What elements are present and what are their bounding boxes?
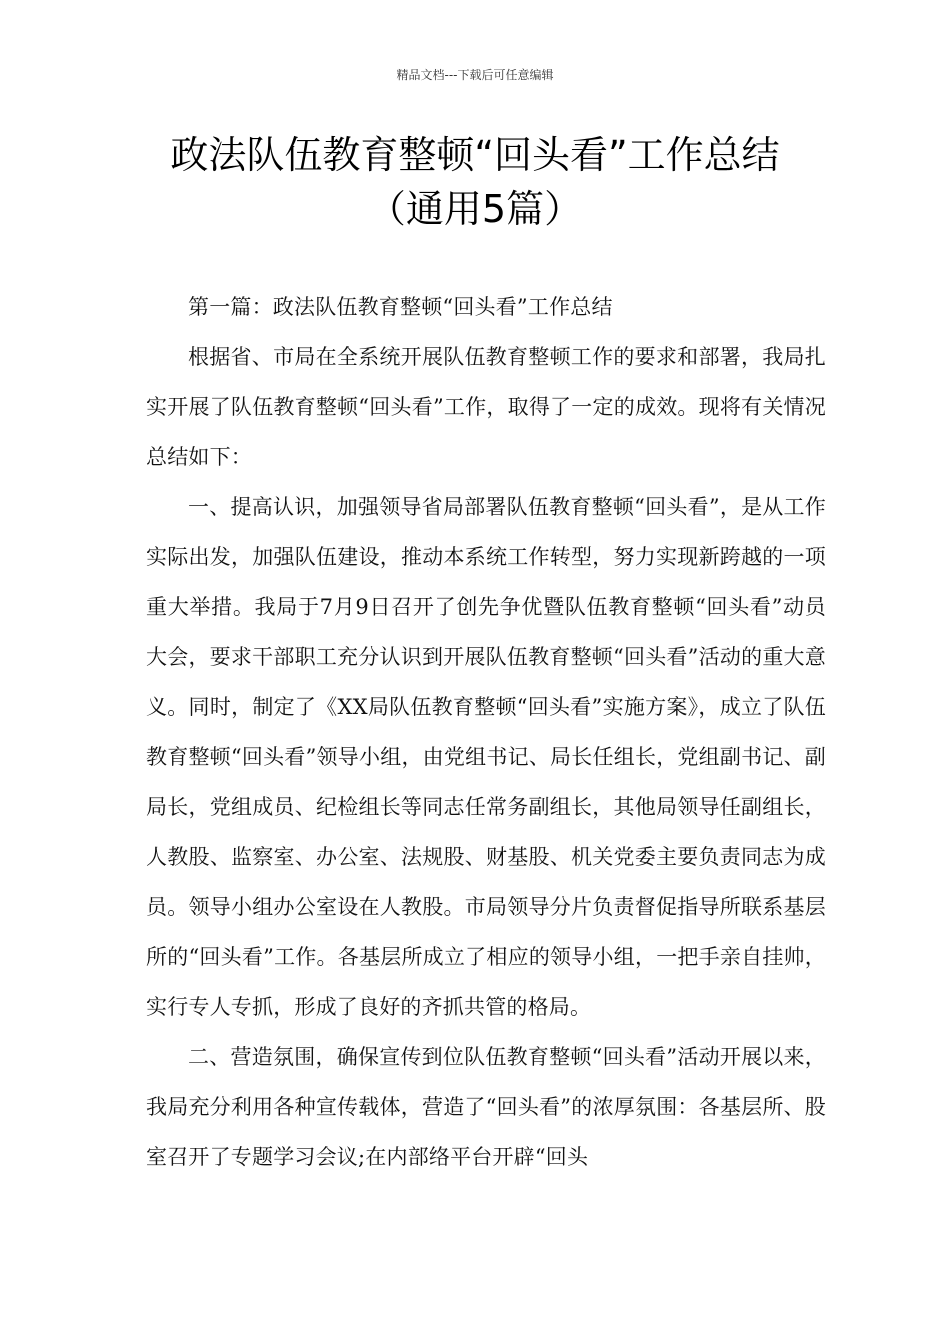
intro-paragraph: 根据省、市局在全系统开展队伍教育整顿工作的要求和部署，我局扎实开展了队伍教育整顿“回头看”工作，取得了一定的成效。现将有关情况总结如下： bbox=[146, 345, 826, 469]
document-body bbox=[146, 282, 826, 1182]
section-heading: 第一篇：政法队伍教育整顿“回头看”工作总结 bbox=[188, 295, 613, 319]
document-title bbox=[100, 128, 850, 236]
title-line-2: （通用5篇） bbox=[367, 187, 583, 231]
header-note: 精品文档---下载后可任意编辑 bbox=[396, 68, 554, 82]
paragraph-section-1: 一、提高认识，加强领导省局部署队伍教育整顿“回头看”，是从工作实际出发，加强队伍建设，推动本系统工作转型，努力实现新跨越的一项重大举措。我局于7月9日召开了创先争优暨队伍教育整顿“回头看”动员大会，要求干部职工充分认识到开展队伍教育整顿“回头看”活动的重大意义。同时，制定了《XX局队伍教育整顿“回头看”实施方案》，成立了队伍教育整顿“回头看”领导小组，由党组书记、局长任组长，党组副书记、副局长，党组成员、纪检组长等同志任常务副组长，其他局领导任副组长，人教股、监察室、办公室、法规股、财基股、机关党委主要负责同志为成员。领导小组办公室设在人教股。市局领导分片负责督促指导所联系基层所的“回头看”工作。各基层所成立了相应的领导小组，一把手亲自挂帅，实行专人专抓，形成了良好的齐抓共管的格局。 bbox=[146, 495, 826, 1019]
title-line-1: 政法队伍教育整顿“回头看”工作总结 bbox=[170, 133, 780, 177]
paragraph-section-2: 二、营造氛围，确保宣传到位队伍教育整顿“回头看”活动开展以来，我局充分利用各种宣传载体，营造了“回头看”的浓厚氛围：各基层所、股室召开了专题学习会议;在内部络平台开辟“回头 bbox=[146, 1045, 826, 1169]
